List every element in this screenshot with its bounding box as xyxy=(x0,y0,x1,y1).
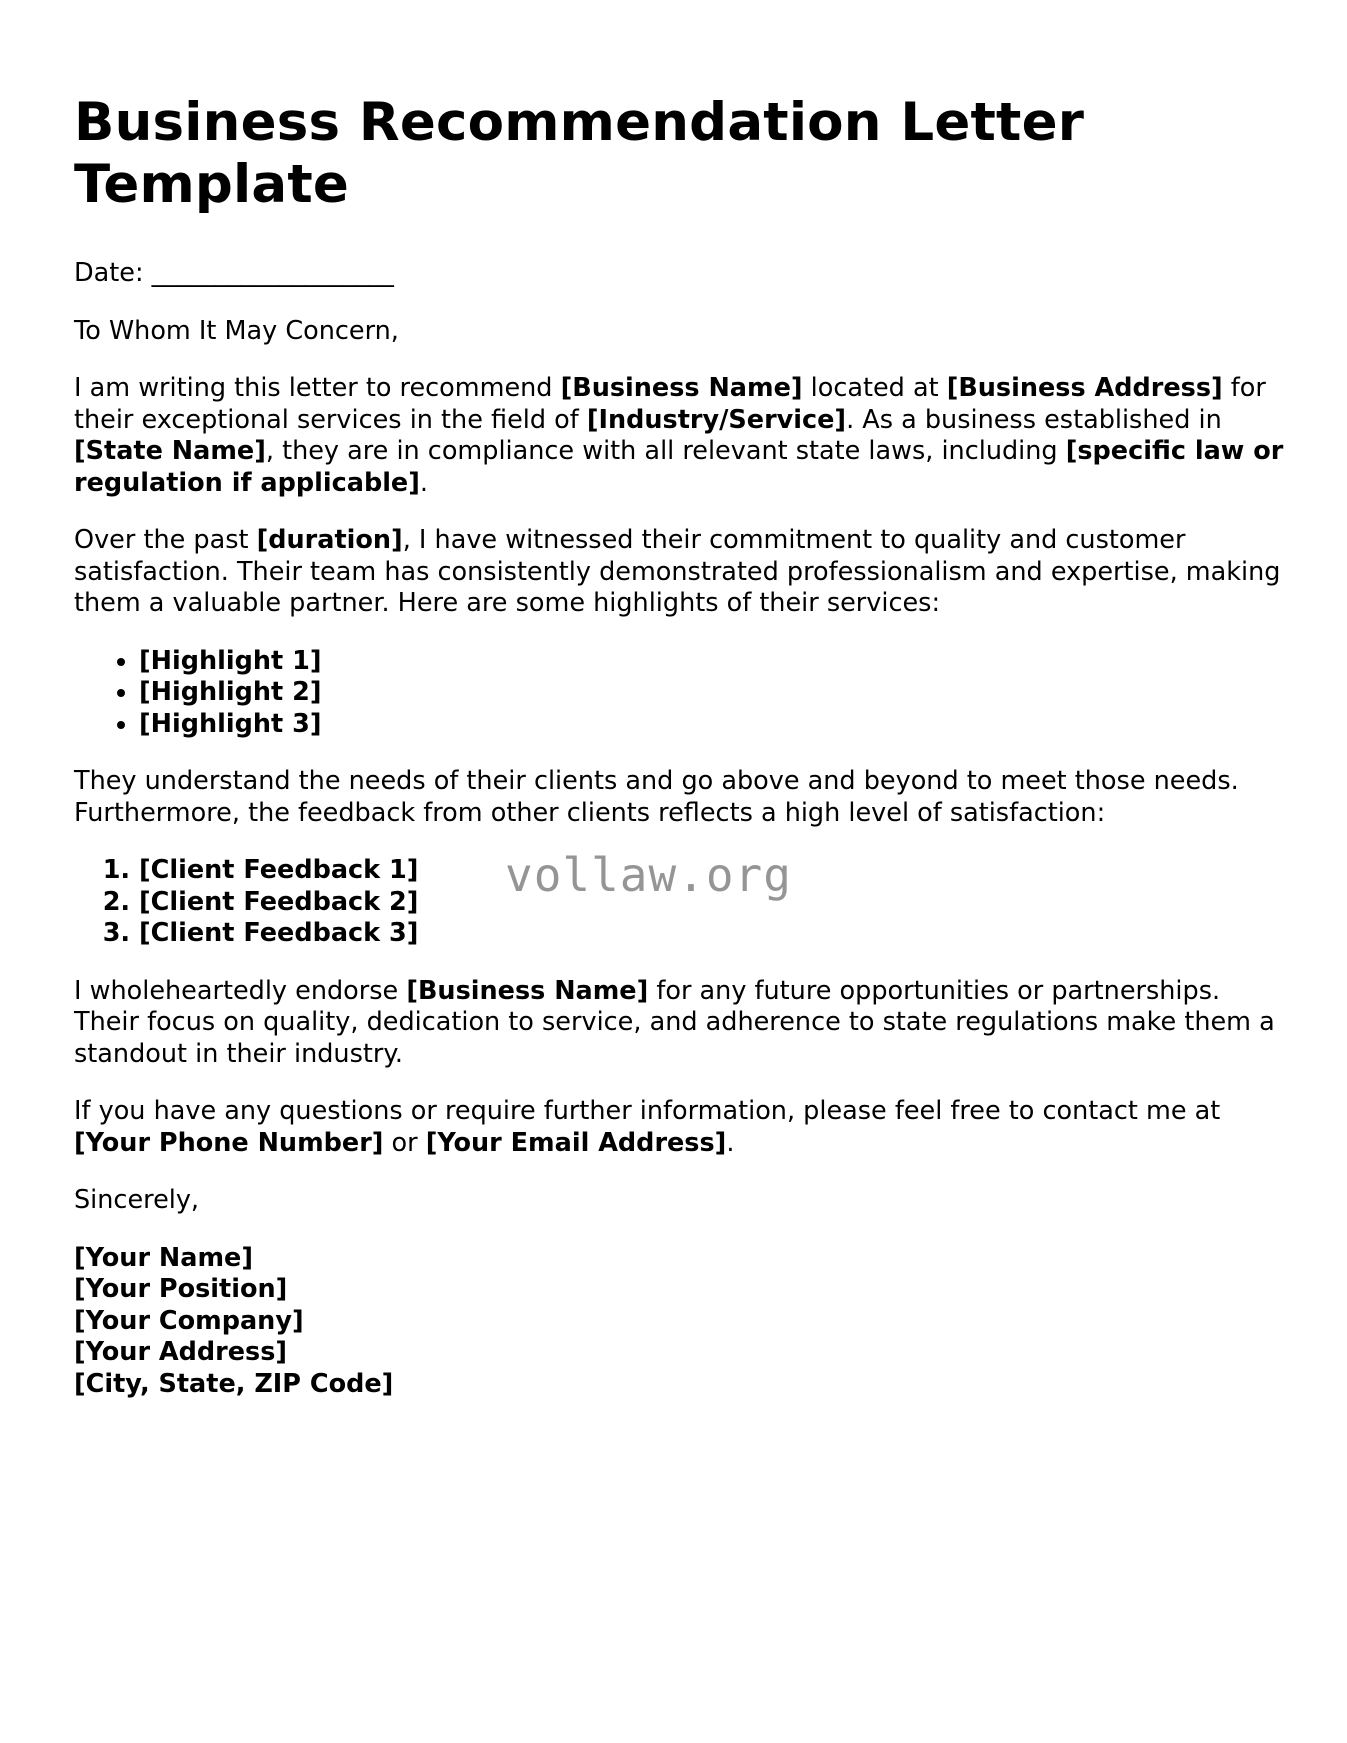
list-item: • [Highlight 2] xyxy=(139,677,1284,709)
text: , they are in compliance with all relevant state laws, including xyxy=(265,436,1066,466)
list-item: 1. [Client Feedback 1] xyxy=(139,855,1284,887)
email-placeholder: [Your Email Address] xyxy=(425,1127,727,1158)
text: . As a business established in xyxy=(846,404,1222,435)
signature-city-state-zip: [City, State, ZIP Code] xyxy=(74,1368,394,1399)
signature-block xyxy=(74,1243,1284,1401)
text: or xyxy=(383,1127,426,1158)
watermark: vollaw.org xyxy=(505,848,792,902)
clients-paragraph: They understand the needs of their clients and go above and beyond to meet those needs. Furthermore, the feedback from other clients reflects a high level of satisfaction: xyxy=(74,766,1239,828)
text: for their exceptional services in the field of xyxy=(74,373,1266,435)
text: for any future opportunities or partnerships. Their focus on quality, dedication to service, and adherence to state regulations make them a standout in their industry. xyxy=(74,975,1275,1069)
list-item: 3. [Client Feedback 3] xyxy=(139,918,1284,950)
signature-company: [Your Company] xyxy=(74,1305,304,1336)
intro-paragraph xyxy=(74,373,1284,499)
text: . xyxy=(419,467,428,498)
industry-placeholder: [Industry/Service] xyxy=(586,404,847,435)
text: located at xyxy=(802,373,947,403)
business-name-placeholder: [Business Name] xyxy=(406,975,649,1006)
signature-position: [Your Position] xyxy=(74,1274,288,1304)
contact-paragraph xyxy=(74,1096,1284,1159)
text: . xyxy=(726,1127,735,1158)
experience-paragraph xyxy=(74,525,1284,620)
endorsement-paragraph xyxy=(74,976,1284,1071)
duration-placeholder: [duration] xyxy=(256,525,403,555)
phone-placeholder: [Your Phone Number] xyxy=(74,1127,384,1158)
text: Over the past xyxy=(74,525,257,555)
text: I wholeheartedly endorse xyxy=(74,975,407,1006)
text: I am writing this letter to recommend xyxy=(74,373,561,403)
law-placeholder: [specific law or regulation if applicable] xyxy=(74,436,1284,498)
list-item: • [Highlight 1] xyxy=(139,646,1284,678)
list-item: • [Highlight 3] xyxy=(139,709,1284,741)
signature-address: [Your Address] xyxy=(74,1337,288,1367)
state-name-placeholder: [State Name] xyxy=(74,436,266,466)
signature-name: [Your Name] xyxy=(74,1242,253,1273)
closing: Sincerely, xyxy=(74,1185,200,1215)
business-address-placeholder: [Business Address] xyxy=(946,373,1223,403)
list-item: 2. [Client Feedback 2] xyxy=(139,887,1284,919)
business-name-placeholder: [Business Name] xyxy=(560,373,803,403)
text: If you have any questions or require further information, please feel free to contact me at xyxy=(74,1096,1221,1126)
page-title: Business Recommendation Letter Template xyxy=(74,92,1085,215)
letter-page xyxy=(74,92,1284,1400)
date-line: Date: ___________________ xyxy=(74,258,394,288)
highlights-list xyxy=(74,646,1284,741)
text: , I have witnessed their commitment to quality and customer satisfaction. Their team has consistently demonstrated professionalism and expertise, making them a valuable partner. Here are some highlights of their services: xyxy=(74,525,1281,618)
greeting: To Whom It May Concern, xyxy=(74,315,399,346)
